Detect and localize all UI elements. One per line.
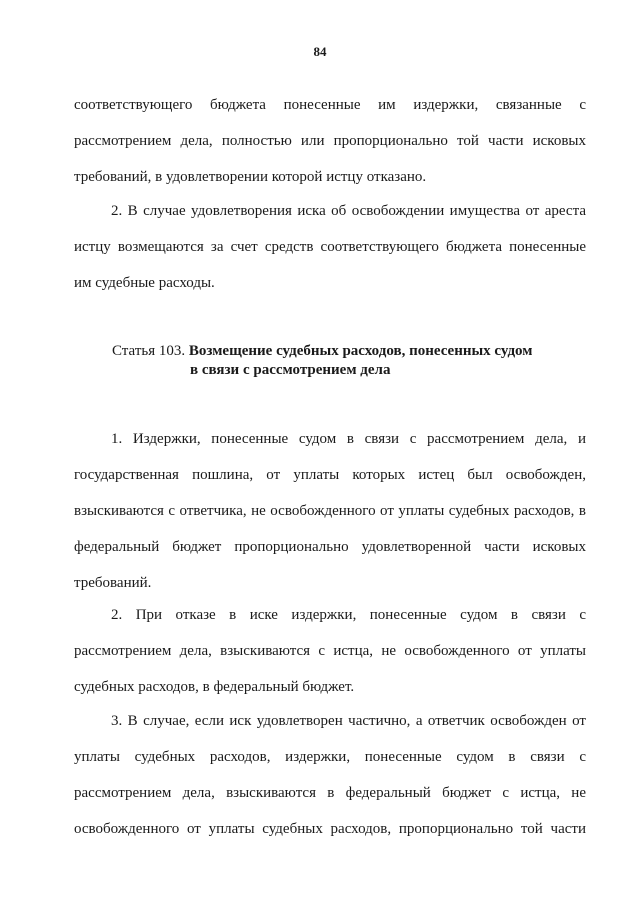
page-number: 84: [313, 44, 327, 59]
text-line: рассмотрением дела, взыскиваются с истца, не освобожденного от уплаты: [74, 643, 586, 659]
text-line: федеральный бюджет пропорционально удовлетворенной части исковых: [74, 539, 586, 555]
article-heading-line-1: [112, 342, 572, 361]
paragraph-2: [74, 597, 586, 705]
text-line: 2. При отказе в иске издержки, понесенные судом в связи с: [111, 607, 586, 623]
text-line: им судебные расходы.: [74, 275, 215, 291]
text-line: 1. Издержки, понесенные судом в связи с рассмотрением дела, и: [111, 431, 586, 447]
text-line: судебных расходов, в федеральный бюджет.: [74, 679, 355, 695]
article-number: Статья 103.: [112, 343, 186, 359]
paragraph-2-release-from-arrest: [74, 193, 586, 301]
text-line: требований, в удовлетворении которой истцу отказано.: [74, 169, 427, 185]
text-line: рассмотрением дела, взыскиваются в федеральный бюджет с истца, не: [74, 785, 586, 801]
text-line: государственная пошлина, от уплаты которых истец был освобожден,: [74, 467, 586, 483]
text-line: освобожденного от уплаты судебных расходов, пропорционально той части: [74, 821, 586, 837]
text-line: взыскиваются с ответчика, не освобожденного от уплаты судебных расходов, в: [74, 503, 586, 519]
text-line: рассмотрением дела, полностью или пропорционально той части исковых: [74, 133, 586, 149]
text-line: истцу возмещаются за счет средств соответствующего бюджета понесенные: [74, 239, 586, 255]
text-line: уплаты судебных расходов, издержки, понесенные судом в связи с: [74, 749, 586, 765]
text-line: требований.: [74, 575, 152, 591]
text-line: соответствующего бюджета понесенные им издержки, связанные с: [74, 97, 586, 113]
paragraph-1: [74, 421, 586, 601]
paragraph-3: [74, 703, 586, 847]
article-heading: [112, 342, 572, 380]
text-line: 2. В случае удовлетворения иска об освобождении имущества от ареста: [111, 203, 586, 219]
text-line: 3. В случае, если иск удовлетворен частично, а ответчик освобожден от: [111, 713, 586, 729]
article-title-line-2: в связи с рассмотрением дела: [190, 362, 391, 378]
article-title: Возмещение судебных расходов, понесенных судом: [188, 343, 533, 359]
paragraph-continuation: [74, 87, 586, 195]
